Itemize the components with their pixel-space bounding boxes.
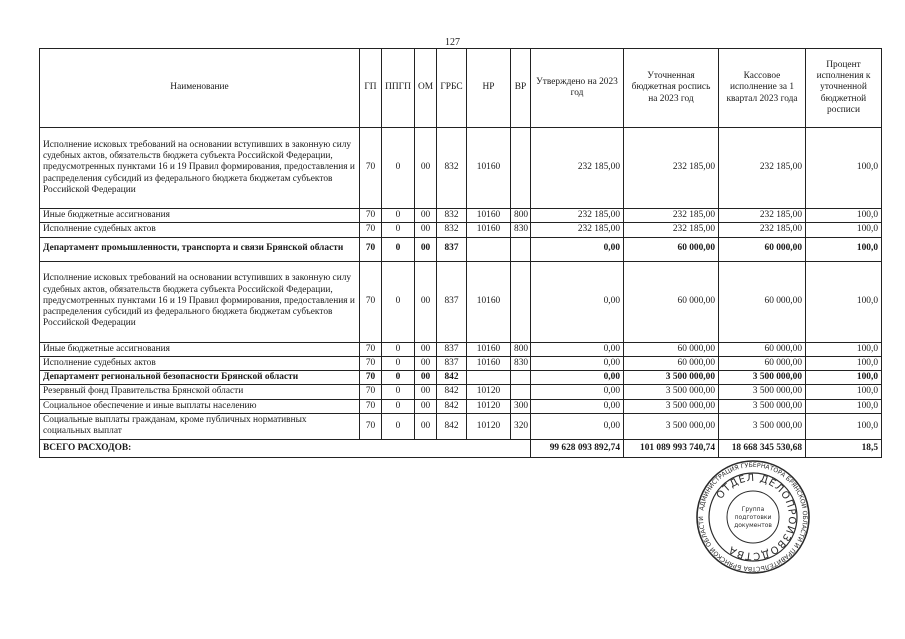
header-col-vr: ВР — [511, 49, 531, 128]
cell-name: Социальное обеспечение и иные выплаты населению — [40, 399, 360, 413]
cell-vr — [511, 237, 531, 261]
cell-refined: 60 000,00 — [624, 261, 719, 342]
header-col-percent: Процент исполнения к уточненной бюджетной росписи — [806, 49, 882, 128]
cell-name: Департамент региональной безопасности Брянской области — [40, 371, 360, 385]
cell-name: Исполнение судебных актов — [40, 356, 360, 370]
cell-vr — [511, 371, 531, 385]
cell-refined: 3 500 000,00 — [624, 371, 719, 385]
cell-refined: 232 185,00 — [624, 223, 719, 237]
cell-cash: 3 500 000,00 — [719, 385, 806, 399]
cell-grbs: 842 — [437, 399, 467, 413]
cell-gp: 70 — [360, 356, 382, 370]
cell-percent: 100,0 — [806, 399, 882, 413]
cell-vr: 300 — [511, 399, 531, 413]
cell-ppgp: 0 — [382, 356, 415, 370]
cell-refined: 60 000,00 — [624, 356, 719, 370]
cell-cash: 3 500 000,00 — [719, 371, 806, 385]
table-row — [40, 261, 882, 342]
header-col-ppgp: ППГП — [382, 49, 415, 128]
cell-name: Резервный фонд Правительства Брянской области — [40, 385, 360, 399]
cell-nr: 10120 — [467, 399, 511, 413]
cell-percent: 100,0 — [806, 356, 882, 370]
table-row — [40, 128, 882, 209]
cell-cash: 60 000,00 — [719, 237, 806, 261]
cell-grbs: 837 — [437, 261, 467, 342]
cell-gp: 70 — [360, 261, 382, 342]
stamp-outer-text: АДМИНИСТРАЦИЯ ГУБЕРНАТОРА БРЯНСКОЙ ОБЛАСТИ И ПРАВИТЕЛЬСТВА БРЯНСКОЙ ОБЛАСТИ — [697, 461, 809, 573]
cell-name: Социальные выплаты гражданам, кроме публичных нормативных социальных выплат — [40, 413, 360, 439]
cell-refined: 232 185,00 — [624, 128, 719, 209]
cell-refined: 3 500 000,00 — [624, 413, 719, 439]
cell-ppgp: 0 — [382, 128, 415, 209]
cell-approved: 0,00 — [531, 385, 624, 399]
cell-percent: 100,0 — [806, 128, 882, 209]
header-col-name: Наименование — [40, 49, 360, 128]
cell-vr: 830 — [511, 356, 531, 370]
cell-vr: 830 — [511, 223, 531, 237]
cell-nr: 10120 — [467, 385, 511, 399]
cell-ppgp: 0 — [382, 261, 415, 342]
cell-nr: 10160 — [467, 209, 511, 223]
cell-gp: 70 — [360, 385, 382, 399]
cell-om: 00 — [415, 128, 437, 209]
cell-om: 00 — [415, 223, 437, 237]
cell-ppgp: 0 — [382, 223, 415, 237]
cell-nr — [467, 237, 511, 261]
svg-text:документов: документов — [734, 522, 772, 529]
cell-approved: 232 185,00 — [531, 128, 624, 209]
table-row — [40, 371, 882, 385]
header-col-grbs: ГРБС — [437, 49, 467, 128]
department-stamp — [695, 459, 811, 575]
cell-cash: 232 185,00 — [719, 128, 806, 209]
cell-nr: 10160 — [467, 342, 511, 356]
table-row — [40, 399, 882, 413]
cell-approved: 0,00 — [531, 413, 624, 439]
stamp-ring-text: ОТДЕЛ ДЕЛОПРОИЗВОДСТВА — [714, 472, 798, 562]
cell-cash: 3 500 000,00 — [719, 399, 806, 413]
cell-vr: 800 — [511, 342, 531, 356]
cell-om: 00 — [415, 399, 437, 413]
cell-vr — [511, 261, 531, 342]
cell-name: Иные бюджетные ассигнования — [40, 209, 360, 223]
cell-ppgp: 0 — [382, 342, 415, 356]
cell-vr — [511, 385, 531, 399]
cell-cash: 60 000,00 — [719, 342, 806, 356]
cell-ppgp: 0 — [382, 371, 415, 385]
cell-approved: 232 185,00 — [531, 209, 624, 223]
cell-approved: 0,00 — [531, 371, 624, 385]
cell-gp: 70 — [360, 342, 382, 356]
cell-refined: 60 000,00 — [624, 342, 719, 356]
cell-om: 00 — [415, 209, 437, 223]
cell-gp: 70 — [360, 237, 382, 261]
table-row — [40, 209, 882, 223]
cell-om: 00 — [415, 371, 437, 385]
header-col-nr: НР — [467, 49, 511, 128]
cell-name: Исполнение судебных актов — [40, 223, 360, 237]
cell-nr: 10160 — [467, 223, 511, 237]
total-row — [40, 439, 882, 457]
table-row — [40, 385, 882, 399]
cell-percent: 100,0 — [806, 223, 882, 237]
table-body — [40, 128, 882, 458]
cell-grbs: 832 — [437, 223, 467, 237]
cell-gp: 70 — [360, 399, 382, 413]
cell-percent: 100,0 — [806, 237, 882, 261]
cell-percent: 100,0 — [806, 342, 882, 356]
cell-gp: 70 — [360, 209, 382, 223]
table-row — [40, 356, 882, 370]
cell-om: 00 — [415, 356, 437, 370]
cell-cash: 232 185,00 — [719, 223, 806, 237]
cell-cash: 60 000,00 — [719, 356, 806, 370]
cell-gp: 70 — [360, 223, 382, 237]
table-row — [40, 223, 882, 237]
cell-percent: 100,0 — [806, 209, 882, 223]
table-row — [40, 342, 882, 356]
total-cash: 18 668 345 530,68 — [719, 439, 806, 457]
total-refined: 101 089 993 740,74 — [624, 439, 719, 457]
cell-ppgp: 0 — [382, 209, 415, 223]
header-col-approved: Утверждено на 2023 год — [531, 49, 624, 128]
svg-text:подготовки: подготовки — [734, 514, 772, 521]
cell-om: 00 — [415, 261, 437, 342]
stamp-center-text — [734, 506, 772, 529]
cell-grbs: 837 — [437, 356, 467, 370]
cell-refined: 3 500 000,00 — [624, 385, 719, 399]
header-col-refined: Уточненная бюджетная роспись на 2023 год — [624, 49, 719, 128]
total-approved: 99 628 093 892,74 — [531, 439, 624, 457]
cell-approved: 0,00 — [531, 356, 624, 370]
cell-om: 00 — [415, 385, 437, 399]
cell-ppgp: 0 — [382, 385, 415, 399]
cell-om: 00 — [415, 342, 437, 356]
cell-om: 00 — [415, 413, 437, 439]
cell-refined: 232 185,00 — [624, 209, 719, 223]
cell-refined: 60 000,00 — [624, 237, 719, 261]
cell-approved: 0,00 — [531, 399, 624, 413]
cell-percent: 100,0 — [806, 385, 882, 399]
cell-vr: 800 — [511, 209, 531, 223]
cell-vr — [511, 128, 531, 209]
table-header-row — [40, 49, 882, 128]
budget-report-table — [39, 48, 882, 458]
cell-grbs: 832 — [437, 209, 467, 223]
cell-ppgp: 0 — [382, 237, 415, 261]
cell-cash: 232 185,00 — [719, 209, 806, 223]
cell-grbs: 842 — [437, 385, 467, 399]
cell-nr: 10160 — [467, 261, 511, 342]
cell-nr: 10160 — [467, 128, 511, 209]
cell-grbs: 842 — [437, 371, 467, 385]
cell-grbs: 832 — [437, 128, 467, 209]
cell-percent: 100,0 — [806, 371, 882, 385]
svg-text:Группа: Группа — [741, 506, 765, 513]
cell-grbs: 837 — [437, 342, 467, 356]
cell-cash: 3 500 000,00 — [719, 413, 806, 439]
cell-name: Иные бюджетные ассигнования — [40, 342, 360, 356]
cell-name: Исполнение исковых требований на основании вступивших в законную силу судебных актов, обязательств бюджета субъекта Российской Федерации, предусмотренных пунктами 16 и 19 Правил формирования, предоставления и распределения субсидий из федерального бюджета бюджетам субъектов Российской Федерации — [40, 261, 360, 342]
cell-percent: 100,0 — [806, 261, 882, 342]
cell-cash: 60 000,00 — [719, 261, 806, 342]
cell-ppgp: 0 — [382, 399, 415, 413]
cell-vr: 320 — [511, 413, 531, 439]
cell-name: Департамент промышленности, транспорта и связи Брянской области — [40, 237, 360, 261]
cell-gp: 70 — [360, 413, 382, 439]
cell-gp: 70 — [360, 371, 382, 385]
table-row — [40, 237, 882, 261]
total-percent: 18,5 — [806, 439, 882, 457]
cell-grbs: 837 — [437, 237, 467, 261]
cell-nr: 10160 — [467, 356, 511, 370]
header-col-gp: ГП — [360, 49, 382, 128]
cell-approved: 232 185,00 — [531, 223, 624, 237]
page-number: 127 — [445, 37, 460, 48]
cell-ppgp: 0 — [382, 413, 415, 439]
cell-grbs: 842 — [437, 413, 467, 439]
cell-approved: 0,00 — [531, 342, 624, 356]
cell-name: Исполнение исковых требований на основании вступивших в законную силу судебных актов, обязательств бюджета субъекта Российской Федерации, предусмотренных пунктами 16 и 19 Правил формирования, предоставления и распределения субсидий из федерального бюджета бюджетам субъектов Российской Федерации — [40, 128, 360, 209]
header-col-om: ОМ — [415, 49, 437, 128]
cell-approved: 0,00 — [531, 237, 624, 261]
cell-approved: 0,00 — [531, 261, 624, 342]
cell-percent: 100,0 — [806, 413, 882, 439]
cell-nr: 10120 — [467, 413, 511, 439]
cell-om: 00 — [415, 237, 437, 261]
cell-nr — [467, 371, 511, 385]
total-label: ВСЕГО РАСХОДОВ: — [40, 439, 531, 457]
header-col-cash: Кассовое исполнение за 1 квартал 2023 года — [719, 49, 806, 128]
cell-refined: 3 500 000,00 — [624, 399, 719, 413]
cell-gp: 70 — [360, 128, 382, 209]
table-row — [40, 413, 882, 439]
